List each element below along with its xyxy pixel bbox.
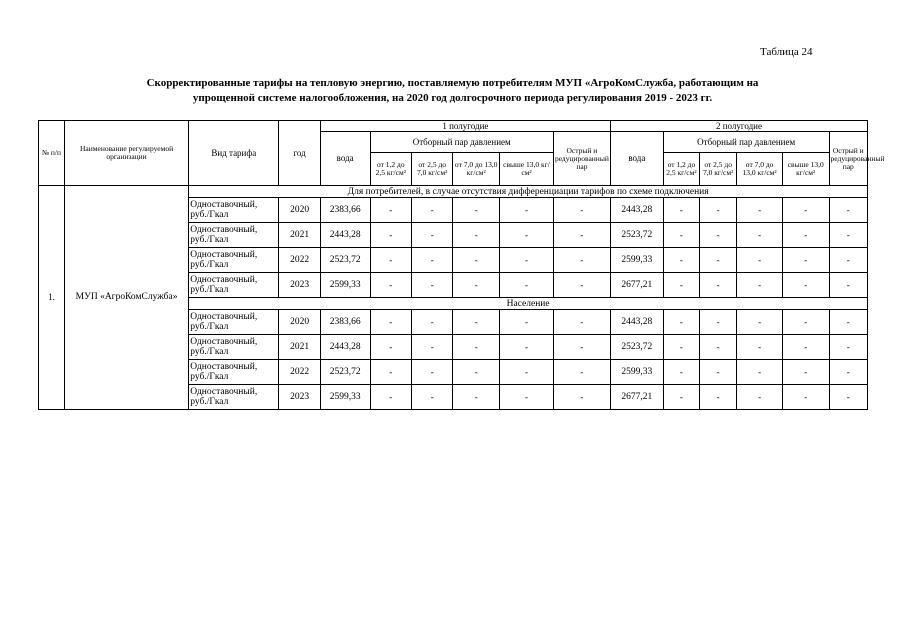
header-h1-p2: от 2,5 до 7,0 кг/см² [411,153,452,186]
h1-empty-cell: - [453,248,500,273]
header-row-1 [39,121,868,132]
h1-empty-cell: - [411,335,452,360]
year-cell: 2022 [279,360,320,385]
tariff-type-cell: Одноставочный, руб./Гкал [189,223,279,248]
h2-empty-cell: - [700,360,737,385]
header-h1-p4: свыше 13,0 кг/см² [500,153,554,186]
row-number: 1. [39,186,65,410]
header-h2-p4: свыше 13,0 кг/см² [782,153,829,186]
h1-empty-cell: - [411,273,452,298]
table-number-label: Таблица 24 [760,46,813,58]
title-line-2: упрощенной системе налогообложения, на 2020 год долгосрочного периода регулирования 2019 - 2023 гг. [192,92,713,104]
h2-empty-cell: - [737,310,783,335]
h1-empty-cell: - [453,335,500,360]
h1-empty-cell: - [500,248,554,273]
tariff-table [38,120,885,410]
h2-empty-cell: - [829,310,867,335]
h1-empty-cell: - [500,360,554,385]
h2-empty-cell: - [737,273,783,298]
tariff-type-cell: Одноставочный, руб./Гкал [189,385,279,410]
h1-water-cell: 2523,72 [320,360,370,385]
header-h2-steam: Отборный пар давлением [663,132,829,153]
header-half-1: 1 полугодие [320,121,610,132]
h2-empty-cell: - [700,385,737,410]
tariff-type-cell: Одноставочный, руб./Гкал [189,335,279,360]
h2-empty-cell: - [782,385,829,410]
h2-empty-cell: - [737,335,783,360]
h1-empty-cell: - [553,360,610,385]
h2-water-cell: 2599,33 [610,248,663,273]
h1-empty-cell: - [370,223,411,248]
tariff-type-cell: Одноставочный, руб./Гкал [189,248,279,273]
h1-water-cell: 2443,28 [320,223,370,248]
tariff-type-cell: Одноставочный, руб./Гкал [189,360,279,385]
section-row [39,186,868,198]
h2-water-cell: 2443,28 [610,198,663,223]
h1-empty-cell: - [411,248,452,273]
h2-empty-cell: - [663,223,699,248]
h1-empty-cell: - [553,273,610,298]
h2-empty-cell: - [737,198,783,223]
h1-empty-cell: - [370,198,411,223]
header-h1-p1: от 1,2 до 2,5 кг/см² [370,153,411,186]
h1-empty-cell: - [500,198,554,223]
title-line-1: Скорректированные тарифы на тепловую энергию, поставляемую потребителям МУП «АгроКомСлужба, работающим на [146,77,759,89]
h2-empty-cell: - [829,198,867,223]
h1-empty-cell: - [453,198,500,223]
header-year: год [279,121,320,186]
h1-empty-cell: - [411,223,452,248]
h1-empty-cell: - [453,223,500,248]
h1-empty-cell: - [370,360,411,385]
h1-empty-cell: - [500,335,554,360]
header-h2-p2: от 2,5 до 7,0 кг/см² [700,153,737,186]
h1-water-cell: 2383,66 [320,310,370,335]
h1-empty-cell: - [500,310,554,335]
h2-empty-cell: - [700,273,737,298]
header-h2-p1: от 1,2 до 2,5 кг/см² [663,153,699,186]
header-h2-sharp-steam: Острый и редуцированный пар [829,132,867,186]
h2-empty-cell: - [829,360,867,385]
h1-empty-cell: - [553,223,610,248]
tariff-type-cell: Одноставочный, руб./Гкал [189,198,279,223]
h2-water-cell: 2677,21 [610,385,663,410]
h2-empty-cell: - [782,360,829,385]
header-half-2: 2 полугодие [610,121,867,132]
h1-water-cell: 2599,33 [320,273,370,298]
h2-empty-cell: - [829,273,867,298]
h2-empty-cell: - [663,198,699,223]
year-cell: 2021 [279,223,320,248]
year-cell: 2022 [279,248,320,273]
h2-empty-cell: - [663,385,699,410]
section-title: Население [189,298,868,310]
h1-empty-cell: - [370,335,411,360]
h1-empty-cell: - [553,310,610,335]
h1-empty-cell: - [453,310,500,335]
h2-empty-cell: - [700,223,737,248]
h1-empty-cell: - [411,385,452,410]
h2-water-cell: 2523,72 [610,223,663,248]
h2-empty-cell: - [663,273,699,298]
h2-water-cell: 2523,72 [610,335,663,360]
h2-empty-cell: - [782,310,829,335]
h2-empty-cell: - [663,335,699,360]
h2-empty-cell: - [829,335,867,360]
h1-empty-cell: - [370,385,411,410]
h2-empty-cell: - [829,248,867,273]
h2-empty-cell: - [737,385,783,410]
h2-water-cell: 2443,28 [610,310,663,335]
header-h1-steam: Отборный пар давлением [370,132,553,153]
h1-empty-cell: - [453,385,500,410]
year-cell: 2020 [279,198,320,223]
h1-water-cell: 2523,72 [320,248,370,273]
h2-empty-cell: - [700,198,737,223]
h2-empty-cell: - [782,223,829,248]
h2-empty-cell: - [663,310,699,335]
h1-empty-cell: - [553,385,610,410]
h1-empty-cell: - [500,273,554,298]
year-cell: 2023 [279,273,320,298]
header-h1-water: вода [320,132,370,186]
h1-empty-cell: - [500,385,554,410]
h1-empty-cell: - [370,310,411,335]
h2-empty-cell: - [782,335,829,360]
header-h2-water: вода [610,132,663,186]
tariff-type-cell: Одноставочный, руб./Гкал [189,310,279,335]
h1-water-cell: 2383,66 [320,198,370,223]
tariff-type-cell: Одноставочный, руб./Гкал [189,273,279,298]
h2-empty-cell: - [737,223,783,248]
h1-empty-cell: - [553,335,610,360]
header-org-name: Наименование регулируемой организации [64,121,188,186]
h1-water-cell: 2599,33 [320,385,370,410]
header-num: № п/п [39,121,65,186]
h2-empty-cell: - [700,248,737,273]
h2-empty-cell: - [829,385,867,410]
h2-empty-cell: - [782,248,829,273]
header-h1-sharp-steam: Острый и редуцированный пар [553,132,610,186]
organization-name: МУП «АгроКомСлужба» [64,186,188,410]
h2-empty-cell: - [737,360,783,385]
h2-empty-cell: - [737,248,783,273]
h1-empty-cell: - [411,198,452,223]
h2-water-cell: 2599,33 [610,360,663,385]
h1-empty-cell: - [453,360,500,385]
header-h1-p3: от 7,0 до 13,0 кг/см² [453,153,500,186]
h2-water-cell: 2677,21 [610,273,663,298]
h2-empty-cell: - [700,335,737,360]
h2-empty-cell: - [782,198,829,223]
document-title [60,76,845,106]
h1-empty-cell: - [500,223,554,248]
h2-empty-cell: - [782,273,829,298]
section-title: Для потребителей, в случае отсутствия дифференциации тарифов по схеме подключения [189,186,868,198]
header-h2-p3: от 7,0 до 13,0 кг/см² [737,153,783,186]
h1-empty-cell: - [553,198,610,223]
h1-empty-cell: - [370,273,411,298]
h2-empty-cell: - [829,223,867,248]
year-cell: 2020 [279,310,320,335]
h1-empty-cell: - [411,310,452,335]
h1-water-cell: 2443,28 [320,335,370,360]
year-cell: 2023 [279,385,320,410]
h2-empty-cell: - [663,248,699,273]
h1-empty-cell: - [453,273,500,298]
h1-empty-cell: - [553,248,610,273]
h1-empty-cell: - [370,248,411,273]
header-tariff-type: Вид тарифа [189,121,279,186]
h1-empty-cell: - [411,360,452,385]
h2-empty-cell: - [663,360,699,385]
h2-empty-cell: - [700,310,737,335]
year-cell: 2021 [279,335,320,360]
